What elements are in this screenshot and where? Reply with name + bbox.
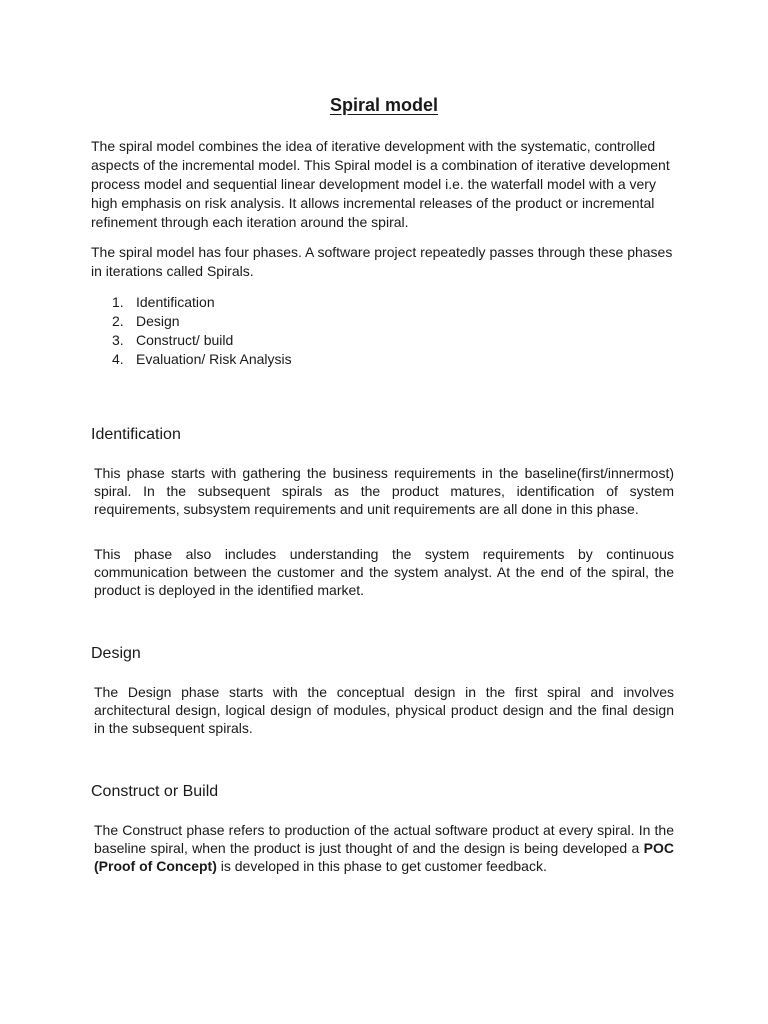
identification-paragraph-2: This phase also includes understanding the system requirements by continuous communication between the customer and the system analyst. At the end of the spiral, the product is deployed in the identified market. [94,546,674,598]
identification-paragraph-1: This phase starts with gathering the business requirements in the baseline(first/innermost) spiral. In the subsequent spirals as the product matures, identification of system requirements, subsystem requirements and unit requirements are all done in this phase. [94,465,674,517]
list-item-label: Evaluation/ Risk Analysis [136,351,292,367]
section-heading-construct: Construct or Build [91,783,219,800]
design-paragraph-1: The Design phase starts with the conceptual design in the first spiral and involves architectural design, logical design of modules, physical product design and the final design in the subsequent spirals. [94,684,674,736]
list-item [112,350,292,369]
list-item-label: Construct/ build [136,332,234,348]
list-item-label: Identification [136,294,215,310]
list-item [112,293,292,312]
section-heading-design: Design [91,645,141,662]
list-item-number: 2. [112,313,124,329]
list-item-label: Design [136,313,180,329]
section-heading-identification: Identification [91,426,181,443]
intro-paragraph-1: The spiral model combines the idea of iterative development with the systematic, controlled aspects of the incremental model. This Spiral model is a combination of iterative development process model and sequential linear development model i.e. the waterfall model with a very high emphasis on risk analysis. It allows incremental releases of the product or incremental refinement through each iteration around the spiral. [91,138,670,230]
list-item [112,312,292,331]
construct-paragraph-1 [94,821,674,875]
list-item-number: 1. [112,294,124,310]
list-item-number: 4. [112,351,124,367]
phase-list [112,293,292,369]
list-item-number: 3. [112,332,124,348]
intro-paragraph-2: The spiral model has four phases. A software project repeatedly passes through these phases in iterations called Spirals. [91,244,673,279]
construct-text-after: is developed in this phase to get customer feedback. [216,858,547,874]
list-item [112,331,292,350]
page-title: Spiral model [329,95,439,115]
construct-text-before: The Construct phase refers to production of the actual software product at every spiral. In the baseline spiral, when the product is just thought of and the design is being developed a [94,822,674,856]
poc-emphasis: POC (Proof of Concept) [94,840,674,874]
